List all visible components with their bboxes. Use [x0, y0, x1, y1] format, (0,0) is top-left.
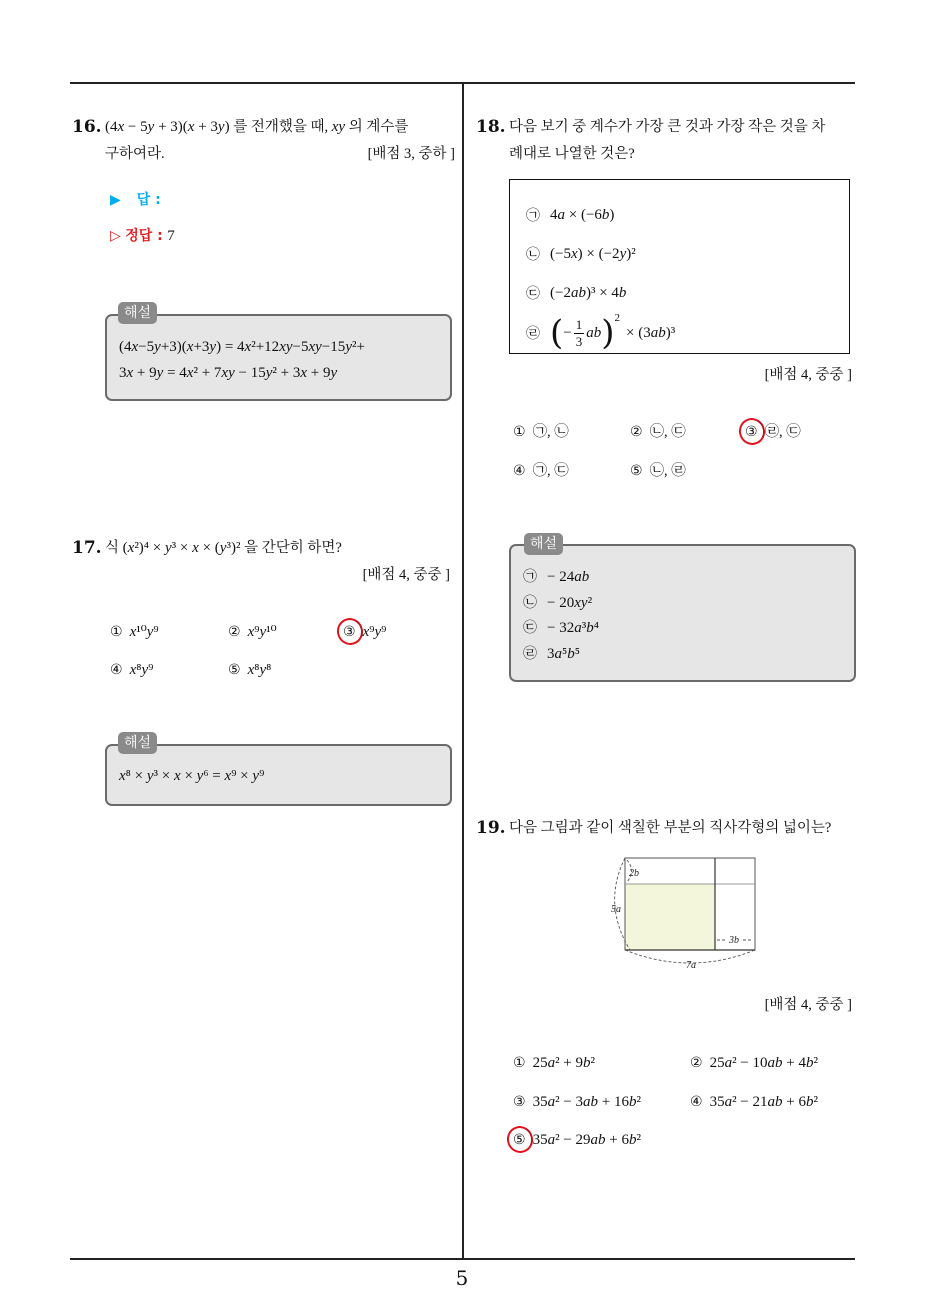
choice-number: ②: [228, 624, 241, 640]
page-number: 5: [455, 1266, 469, 1290]
choice-number: ②: [630, 424, 643, 440]
question-expression: (x²)⁴ × y³ × x × (y³)²: [122, 540, 241, 556]
item-label: ㉠: [526, 208, 540, 224]
fraction-numerator: 1: [575, 316, 583, 332]
choice-number: ②: [690, 1055, 703, 1071]
column-divider: [462, 82, 464, 1259]
example-box: [509, 179, 850, 354]
score-label: [배점 4, 중중 ]: [362, 567, 450, 583]
choice-expression: 35a² − 21ab + 6b²: [709, 1094, 818, 1110]
choice-expression: 35a² − 3ab + 16b²: [532, 1094, 641, 1110]
choice-3: [343, 619, 386, 645]
choice-number: ①: [513, 424, 526, 440]
choice-2: [630, 419, 686, 445]
score-label: [배점 4, 중중 ]: [764, 367, 852, 383]
solution-expression: − 32a³b⁴: [547, 620, 599, 636]
item-expression: (−2ab)³ × 4b: [550, 284, 627, 301]
solution-line: [523, 615, 599, 641]
choice-number: ④: [110, 662, 123, 678]
choice-expression: x¹⁰y⁹: [129, 624, 159, 640]
answer-line: [110, 187, 161, 213]
item-label: ㉢: [526, 286, 540, 302]
choice-text: ㉡, ㉢: [649, 424, 686, 440]
solution-expression: − 24ab: [547, 569, 590, 585]
choice-4: [690, 1089, 818, 1115]
question-16: [72, 114, 455, 168]
shaded-rectangle: [625, 884, 715, 950]
question-19: [476, 815, 859, 842]
solution-tab: 해설: [118, 732, 157, 754]
choice-expression: 25a² − 10ab + 4b²: [709, 1055, 818, 1071]
answer-mark-circle: [503, 1123, 536, 1157]
choice-4: [513, 458, 569, 484]
question-text: 를 전개했을 때,: [229, 119, 332, 135]
example-item: [526, 241, 636, 267]
choice-expression: 35a² − 29ab + 6b²: [532, 1132, 641, 1148]
choice-4: [110, 657, 153, 683]
choice-number: ①: [513, 1055, 526, 1071]
open-paren: (: [550, 313, 564, 353]
correct-answer-line: [110, 223, 175, 249]
choice-2: [690, 1050, 818, 1076]
question-text: 구하여라.: [105, 146, 165, 162]
solution-line: 3x + 9y = 4x² + 7xy − 15y² + 3x + 9y: [119, 365, 338, 381]
item-expression: (−5x) × (−2y)²: [550, 245, 636, 262]
question-text: 식: [105, 540, 123, 556]
example-item: [526, 280, 626, 306]
solution-box: [509, 544, 856, 682]
label-7a: 7a: [686, 960, 696, 971]
solution-box: [105, 744, 452, 806]
item-label: ㉡: [523, 595, 537, 611]
solution-expression: 3a⁵b⁵: [547, 646, 580, 662]
answer-mark-circle: [333, 615, 366, 649]
choice-number: ①: [110, 624, 123, 640]
item-label: ㉢: [523, 620, 537, 636]
choice-2: [228, 619, 277, 645]
question-text: 을 간단히 하면?: [240, 540, 342, 556]
label-5a: 5a: [611, 904, 621, 915]
item-label: ㉣: [523, 646, 537, 662]
fraction: [574, 317, 585, 349]
item-expression: ab: [586, 324, 602, 341]
choice-number: ③: [343, 619, 356, 645]
question-17: [72, 535, 450, 589]
close-paren: ): [601, 313, 615, 353]
choice-number: ④: [690, 1094, 703, 1110]
rectangle-figure: [600, 850, 780, 975]
choice-5: [228, 657, 271, 683]
correct-answer-value: 7: [167, 228, 175, 244]
choice-5: [630, 458, 686, 484]
question-text-line-2: 례대로 나열한 것은?: [509, 146, 635, 162]
choice-text: ㉡, ㉣: [649, 463, 686, 479]
question-expression: xy: [331, 119, 346, 135]
minus-sign: −: [563, 324, 572, 341]
choice-number: ⑤: [513, 1127, 526, 1153]
question-number: 18.: [476, 117, 506, 137]
choice-1: [513, 419, 569, 445]
solution-line: (4x−5y+3)(x+3y) = 4x²+12xy−5xy−15y²+: [119, 339, 365, 355]
item-label: ㉡: [526, 247, 540, 263]
question-text-line-1: 다음 보기 중 계수가 가장 큰 것과 가장 작은 것을 차: [509, 119, 826, 135]
item-expression: 4a × (−6b): [550, 206, 615, 223]
choice-expression: x⁸y⁹: [129, 662, 154, 678]
question-number: 17.: [72, 538, 102, 558]
choice-number: ③: [745, 419, 758, 445]
question-number: 16.: [72, 117, 102, 137]
choice-number: ④: [513, 463, 526, 479]
question-18: [476, 114, 859, 168]
label-3b: 3b: [729, 935, 739, 946]
question-text: 의 계수를: [345, 119, 409, 135]
question-text-line-1: [105, 114, 455, 141]
choice-text: ㉣, ㉢: [764, 424, 801, 440]
score-label: [배점 4, 중중 ]: [764, 997, 852, 1013]
choice-1: [513, 1050, 595, 1076]
bottom-rule: [70, 1258, 855, 1260]
choice-3: [513, 1089, 641, 1115]
item-label: ㉠: [523, 569, 537, 585]
choice-number: ⑤: [630, 463, 643, 479]
label-2b: 2b: [629, 868, 639, 879]
score-label: [배점 3, 중하 ]: [367, 146, 455, 162]
item-label: ㉣: [526, 326, 540, 342]
question-score-line: [105, 562, 450, 589]
correct-answer-label: 정답 :: [125, 228, 163, 244]
fraction-denominator: 3: [575, 333, 583, 349]
choice-number: ⑤: [228, 662, 241, 678]
solution-box: [105, 314, 452, 401]
choice-3: [745, 419, 801, 445]
choice-text: ㉠, ㉢: [532, 463, 569, 479]
question-text-line-2: [105, 141, 455, 168]
answer-label: 답 :: [136, 192, 161, 208]
question-text-line-1: 다음 그림과 같이 색칠한 부분의 직사각형의 넓이는?: [509, 820, 832, 836]
item-expression: × (3ab)³: [626, 324, 676, 341]
choice-text: ㉠, ㉡: [532, 424, 569, 440]
choice-expression: x⁹y¹⁰: [247, 624, 277, 640]
solution-line: [523, 564, 589, 590]
choice-number: ③: [513, 1094, 526, 1110]
solution-line: [523, 590, 592, 616]
choice-1: [110, 619, 159, 645]
choice-expression: 25a² + 9b²: [532, 1055, 596, 1071]
choice-5: [513, 1127, 641, 1153]
example-item: [526, 310, 675, 356]
solution-line: [523, 641, 580, 667]
solution-tab: 해설: [524, 533, 563, 555]
answer-mark-circle: [735, 415, 768, 449]
choice-expression: x⁹y⁹: [362, 624, 387, 640]
choice-expression: x⁸y⁸: [247, 662, 272, 678]
question-number: 19.: [476, 818, 506, 838]
play-arrow-icon: ▶: [110, 192, 121, 208]
exponent: 2: [614, 312, 620, 324]
question-expression: (4x − 5y + 3)(x + 3y): [105, 119, 230, 135]
solution-line: x⁸ × y³ × x × y⁶ = x⁹ × y⁹: [119, 768, 265, 784]
outline-arrow-icon: ▷: [110, 228, 121, 244]
question-text-line-1: [105, 535, 450, 562]
example-item: [526, 202, 614, 228]
solution-expression: − 20xy²: [547, 595, 593, 611]
solution-tab: 해설: [118, 302, 157, 324]
